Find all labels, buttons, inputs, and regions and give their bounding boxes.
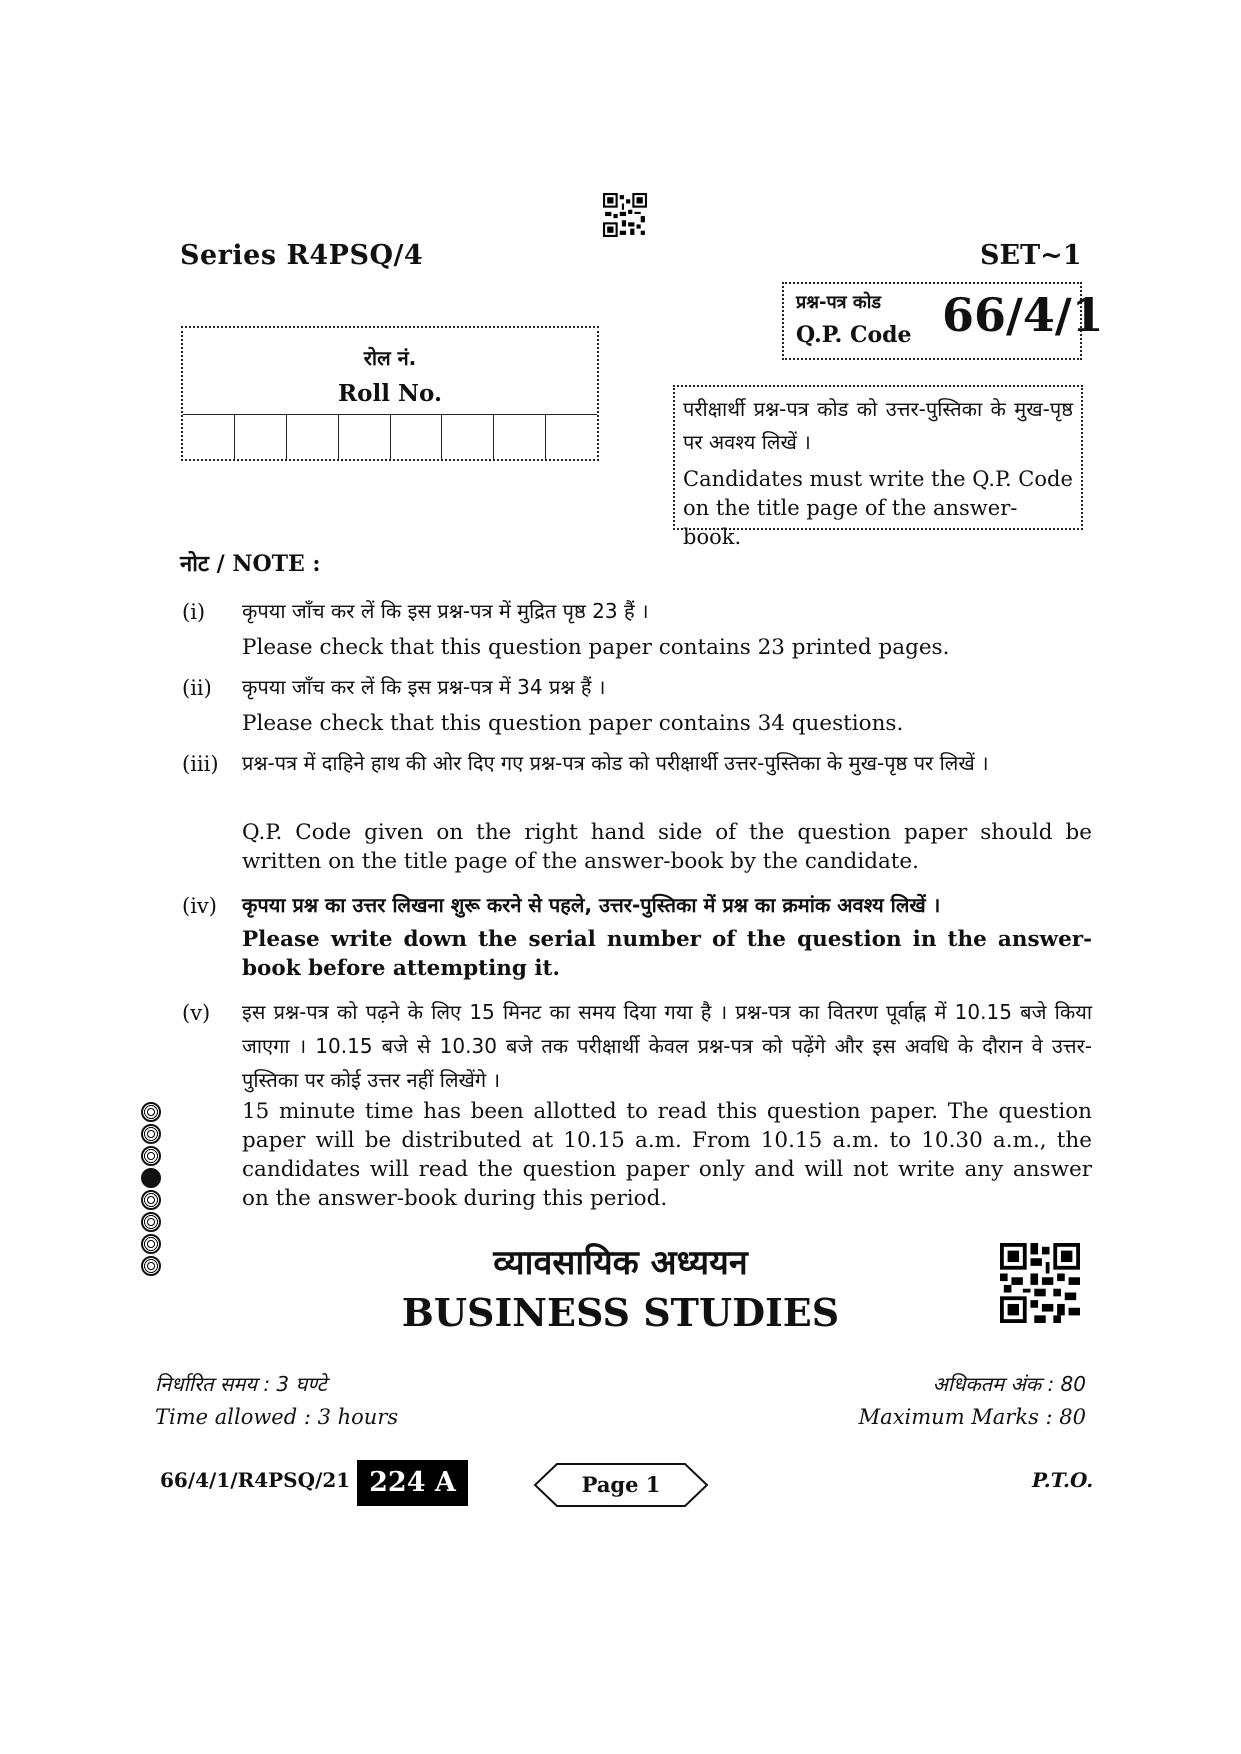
roll-label-hindi: रोल नं.: [363, 346, 417, 370]
roll-number-box: [181, 326, 599, 461]
subject-title-english: BUSINESS STUDIES: [401, 1290, 840, 1335]
ring-icon: [141, 1212, 161, 1232]
series-label: Series R4PSQ/4: [180, 240, 424, 271]
note-english: Please check that this question paper contains 34 questions.: [242, 711, 904, 736]
note-hindi: इस प्रश्न-पत्र को पढ़ने के लिए 15 मिनट का समय दिया गया है । प्रश्न-पत्र का वितरण पूर्वाह्न में 10.15 बजे किया जाएगा । 10.15 बजे से 10.30 बजे तक परीक्षार्थी केवल प्रश्न-पत्र को पढ़ेंगे और इस अवधि के दौरान वे उत्तर-पुस्तिका पर कोई उत्तर नहीं लिखेंगे ।: [242, 1000, 1092, 1092]
qr-code-icon: [603, 193, 647, 237]
roll-number-cells: [183, 414, 597, 461]
roll-cell[interactable]: [287, 415, 339, 461]
note-english: Q.P. Code given on the right hand side of the question paper should be written on the title page of the answer-book by the candidate.: [242, 820, 1092, 874]
ring-icon: [141, 1146, 161, 1166]
roll-cell[interactable]: [391, 415, 443, 461]
qp-code: 66/4/1: [942, 288, 1104, 342]
qp-code-box: [782, 282, 1104, 360]
note-number: (iv): [182, 894, 217, 918]
time-allowed-hindi: निर्धारित समय : 3 घण्टे: [155, 1372, 327, 1396]
roll-cell[interactable]: [494, 415, 546, 461]
note-number: (ii): [182, 676, 212, 700]
page-number: Page 1: [581, 1472, 661, 1497]
subject-title-hindi: व्यावसायिक अध्ययन: [493, 1243, 748, 1283]
ring-icon: [141, 1102, 161, 1122]
roll-cell[interactable]: [442, 415, 494, 461]
set-label: SET~1: [980, 240, 1082, 271]
paper-code: 66/4/1/R4PSQ/21: [160, 1468, 351, 1492]
roll-cell[interactable]: [339, 415, 391, 461]
filled-ring-icon: [141, 1168, 161, 1188]
note-number: (i): [182, 600, 206, 624]
note-hindi: प्रश्न-पत्र में दाहिने हाथ की ओर दिए गए प्रश्न-पत्र कोड को परीक्षार्थी उत्तर-पुस्तिका के मुख-पृष्ठ पर लिखें ।: [242, 751, 989, 775]
roll-label-english: Roll No.: [338, 380, 442, 407]
paper-tag: 224 A: [357, 1460, 468, 1506]
note-english: Please write down the serial number of the question in the answer-book before attempting it.: [242, 927, 1092, 981]
note-hindi: कृपया जाँच कर लें कि इस प्रश्न-पत्र में 34 प्रश्न हैं ।: [242, 675, 606, 699]
roll-cell[interactable]: [235, 415, 287, 461]
qp-label-hindi: प्रश्न-पत्र कोड: [796, 292, 881, 313]
note-english: Please check that this question paper contains 23 printed pages.: [242, 635, 950, 660]
max-marks-hindi: अधिकतम अंक : 80: [932, 1372, 1086, 1396]
qr-code-icon: [1000, 1243, 1080, 1323]
note-hindi: कृपया जाँच कर लें कि इस प्रश्न-पत्र में मुद्रित पृष्ठ 23 हैं ।: [242, 599, 649, 623]
roll-cell[interactable]: [546, 415, 597, 461]
candidate-instruction-box: [673, 385, 1083, 549]
note-hindi: कृपया प्रश्न का उत्तर लिखना शुरू करने से पहले, उत्तर-पुस्तिका में प्रश्न का क्रमांक अवश्य लिखें ।: [242, 893, 941, 917]
note-number: (v): [182, 1001, 211, 1025]
time-allowed-english: Time allowed : 3 hours: [155, 1405, 399, 1429]
ring-icon: [141, 1124, 161, 1144]
note-title: नोट / NOTE :: [180, 551, 321, 577]
max-marks-english: Maximum Marks : 80: [858, 1405, 1086, 1429]
note-number: (iii): [182, 752, 219, 776]
note-english: 15 minute time has been allotted to read this question paper. The question paper will be distributed at 10.15 a.m. From 10.15 a.m. to 10.30 a.m., the candidates will read the question paper only and will not write any answer on the answer-book during this period.: [242, 1099, 1092, 1211]
ring-icon: [141, 1190, 161, 1210]
qp-label-english: Q.P. Code: [796, 322, 912, 348]
candidate-instruction-hindi: परीक्षार्थी प्रश्न-पत्र कोड को उत्तर-पुस्तिका के मुख-पृष्ठ पर अवश्य लिखें ।: [683, 397, 1073, 454]
candidate-instruction-english: Candidates must write the Q.P. Code on the title page of the answer-book.: [683, 467, 1073, 549]
roll-cell[interactable]: [183, 415, 235, 461]
pto-label: P.T.O.: [1032, 1468, 1094, 1492]
